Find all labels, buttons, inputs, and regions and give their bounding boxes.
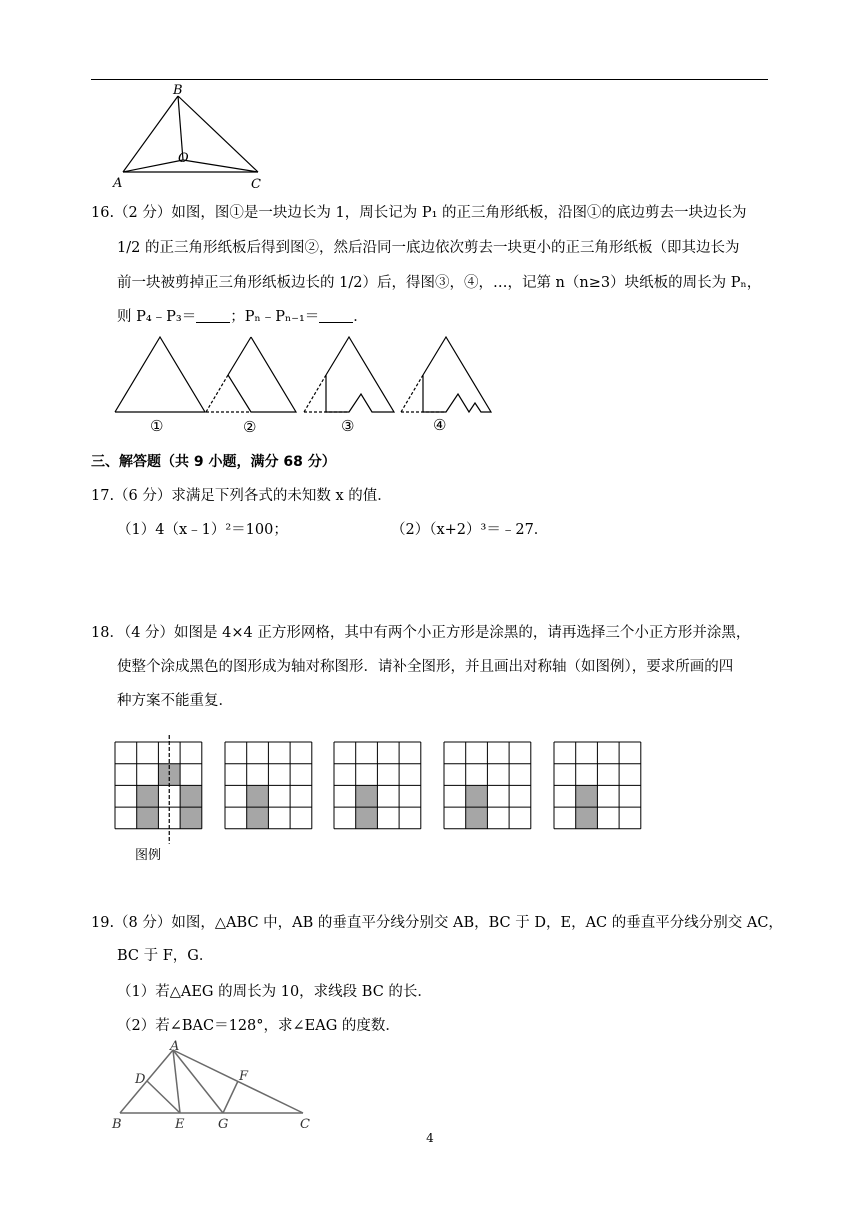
q16-fig2-cut-edge — [206, 375, 228, 412]
q19-segment-ag — [173, 1050, 223, 1113]
q18-grid-2[interactable] — [225, 742, 312, 829]
q18-shaded-cell — [247, 807, 269, 829]
q18-line-3: 种方案不能重复． — [117, 693, 233, 709]
q18-shaded-cell — [576, 785, 598, 807]
q18-grid-3[interactable] — [334, 742, 421, 829]
q16-line-1: 16.（2 分）如图，图①是一块边长为 1，周长记为 P₁ 的正三角形纸板，沿图①的底边剪去一块边长为 — [91, 205, 747, 221]
q17-part-2: （2）（x+2）³＝﹣27． — [391, 522, 549, 538]
q16-fig3-cut-edge — [304, 375, 326, 412]
q18-shaded-cell — [356, 807, 378, 829]
q15-label-a: A — [113, 176, 123, 191]
q19-label-a: A — [170, 1039, 180, 1054]
q16-line-3: 前一块被剪掉正三角形纸板边长的 1/2）后，得图③，④，…，记第 n（n≥3）块纸板的周长为 Pₙ， — [117, 275, 762, 291]
q19-label-f: F — [239, 1069, 249, 1084]
q16-fig4-label: ④ — [433, 416, 447, 434]
page-number: 4 — [426, 1131, 434, 1145]
q19-label-e: E — [175, 1117, 185, 1132]
q15-side-ab — [123, 96, 178, 172]
q16-expr-c: ． — [353, 309, 368, 325]
q16-fig4-outline — [423, 337, 491, 412]
q18-grids — [110, 735, 650, 845]
q19-segment-fg — [223, 1081, 238, 1113]
q16-answer-blank-1[interactable] — [196, 308, 230, 323]
q16-fig3-label: ③ — [341, 417, 355, 435]
q19-side-ab — [120, 1050, 173, 1113]
q18-shaded-cell — [180, 785, 202, 807]
q18-grid-1 — [115, 735, 202, 844]
q15-segment-ao — [123, 160, 183, 172]
q19-segment-de — [147, 1081, 180, 1113]
q19-label-c: C — [300, 1117, 310, 1132]
q17-part-1: （1）4（x﹣1）²＝100； — [117, 522, 288, 538]
q17-stem: 17.（6 分）求满足下列各式的未知数 x 的值． — [91, 488, 392, 504]
q18-line-1: 18．（4 分）如图是 4×4 正方形网格，其中有两个小正方形是涂黑的，请再选择三个小正方形并涂黑， — [91, 625, 751, 641]
q18-shaded-cell — [356, 785, 378, 807]
q16-expr-b: ；Pₙ﹣Pₙ₋₁＝ — [230, 309, 320, 325]
q19-line-1: 19.（8 分）如图，△ABC 中，AB 的垂直平分线分别交 AB，BC 于 D，E，AC 的垂直平分线分别交 AC， — [91, 915, 783, 931]
q19-part-1: （1）若△AEG 的周长为 10，求线段 BC 的长． — [117, 984, 432, 1000]
section-3-title: 三、解答题（共 9 小题，满分 68 分） — [91, 454, 336, 470]
q15-label-b: B — [173, 83, 183, 98]
q15-label-c: C — [251, 177, 261, 192]
q16-line-2: 1/2 的正三角形纸板后得到图②，然后沿同一底边依次剪去一块更小的正三角形纸板（即其边长为 — [117, 240, 740, 256]
q16-fig2-outline — [228, 337, 296, 412]
q18-shaded-cell — [466, 785, 488, 807]
q18-shaded-cell — [137, 785, 159, 807]
q16-figures — [110, 332, 500, 437]
q16-expr-a: 则 P₄﹣P₃＝ — [117, 309, 197, 325]
q16-fig1-triangle — [115, 337, 205, 412]
q18-shaded-cell — [137, 807, 159, 829]
q19-part-2: （2）若∠BAC＝128°，求∠EAG 的度数． — [117, 1018, 400, 1034]
q19-label-b: B — [112, 1117, 122, 1132]
q16-answer-blank-2[interactable] — [319, 308, 353, 323]
q18-example-label: 图例 — [135, 848, 162, 863]
q19-label-g: G — [218, 1117, 229, 1132]
q19-label-d: D — [135, 1072, 146, 1087]
q19-segment-ae — [173, 1050, 180, 1113]
q16-fig1-label: ① — [150, 417, 164, 435]
q18-shaded-cell — [576, 807, 598, 829]
q18-grid-4[interactable] — [444, 742, 531, 829]
q18-shaded-cell — [247, 785, 269, 807]
q16-fig4-cut-edge — [401, 375, 423, 412]
q16-fig2-left-side — [228, 337, 251, 375]
q19-triangle-figure — [105, 1038, 330, 1133]
q15-label-o: O — [178, 151, 189, 166]
q16-fig2-label: ② — [243, 418, 257, 436]
q18-line-2: 使整个涂成黑色的图形成为轴对称图形．请补全图形，并且画出对称轴（如图例），要求所画的四 — [117, 659, 734, 675]
q15-triangle-figure — [105, 80, 285, 195]
q16-fig3-outline — [326, 337, 394, 412]
q19-line-2: BC 于 F，G． — [117, 948, 214, 964]
q18-grid-5[interactable] — [554, 742, 641, 829]
q18-shaded-cell — [466, 807, 488, 829]
q16-line-4 — [117, 307, 368, 327]
q18-shaded-cell — [180, 807, 202, 829]
